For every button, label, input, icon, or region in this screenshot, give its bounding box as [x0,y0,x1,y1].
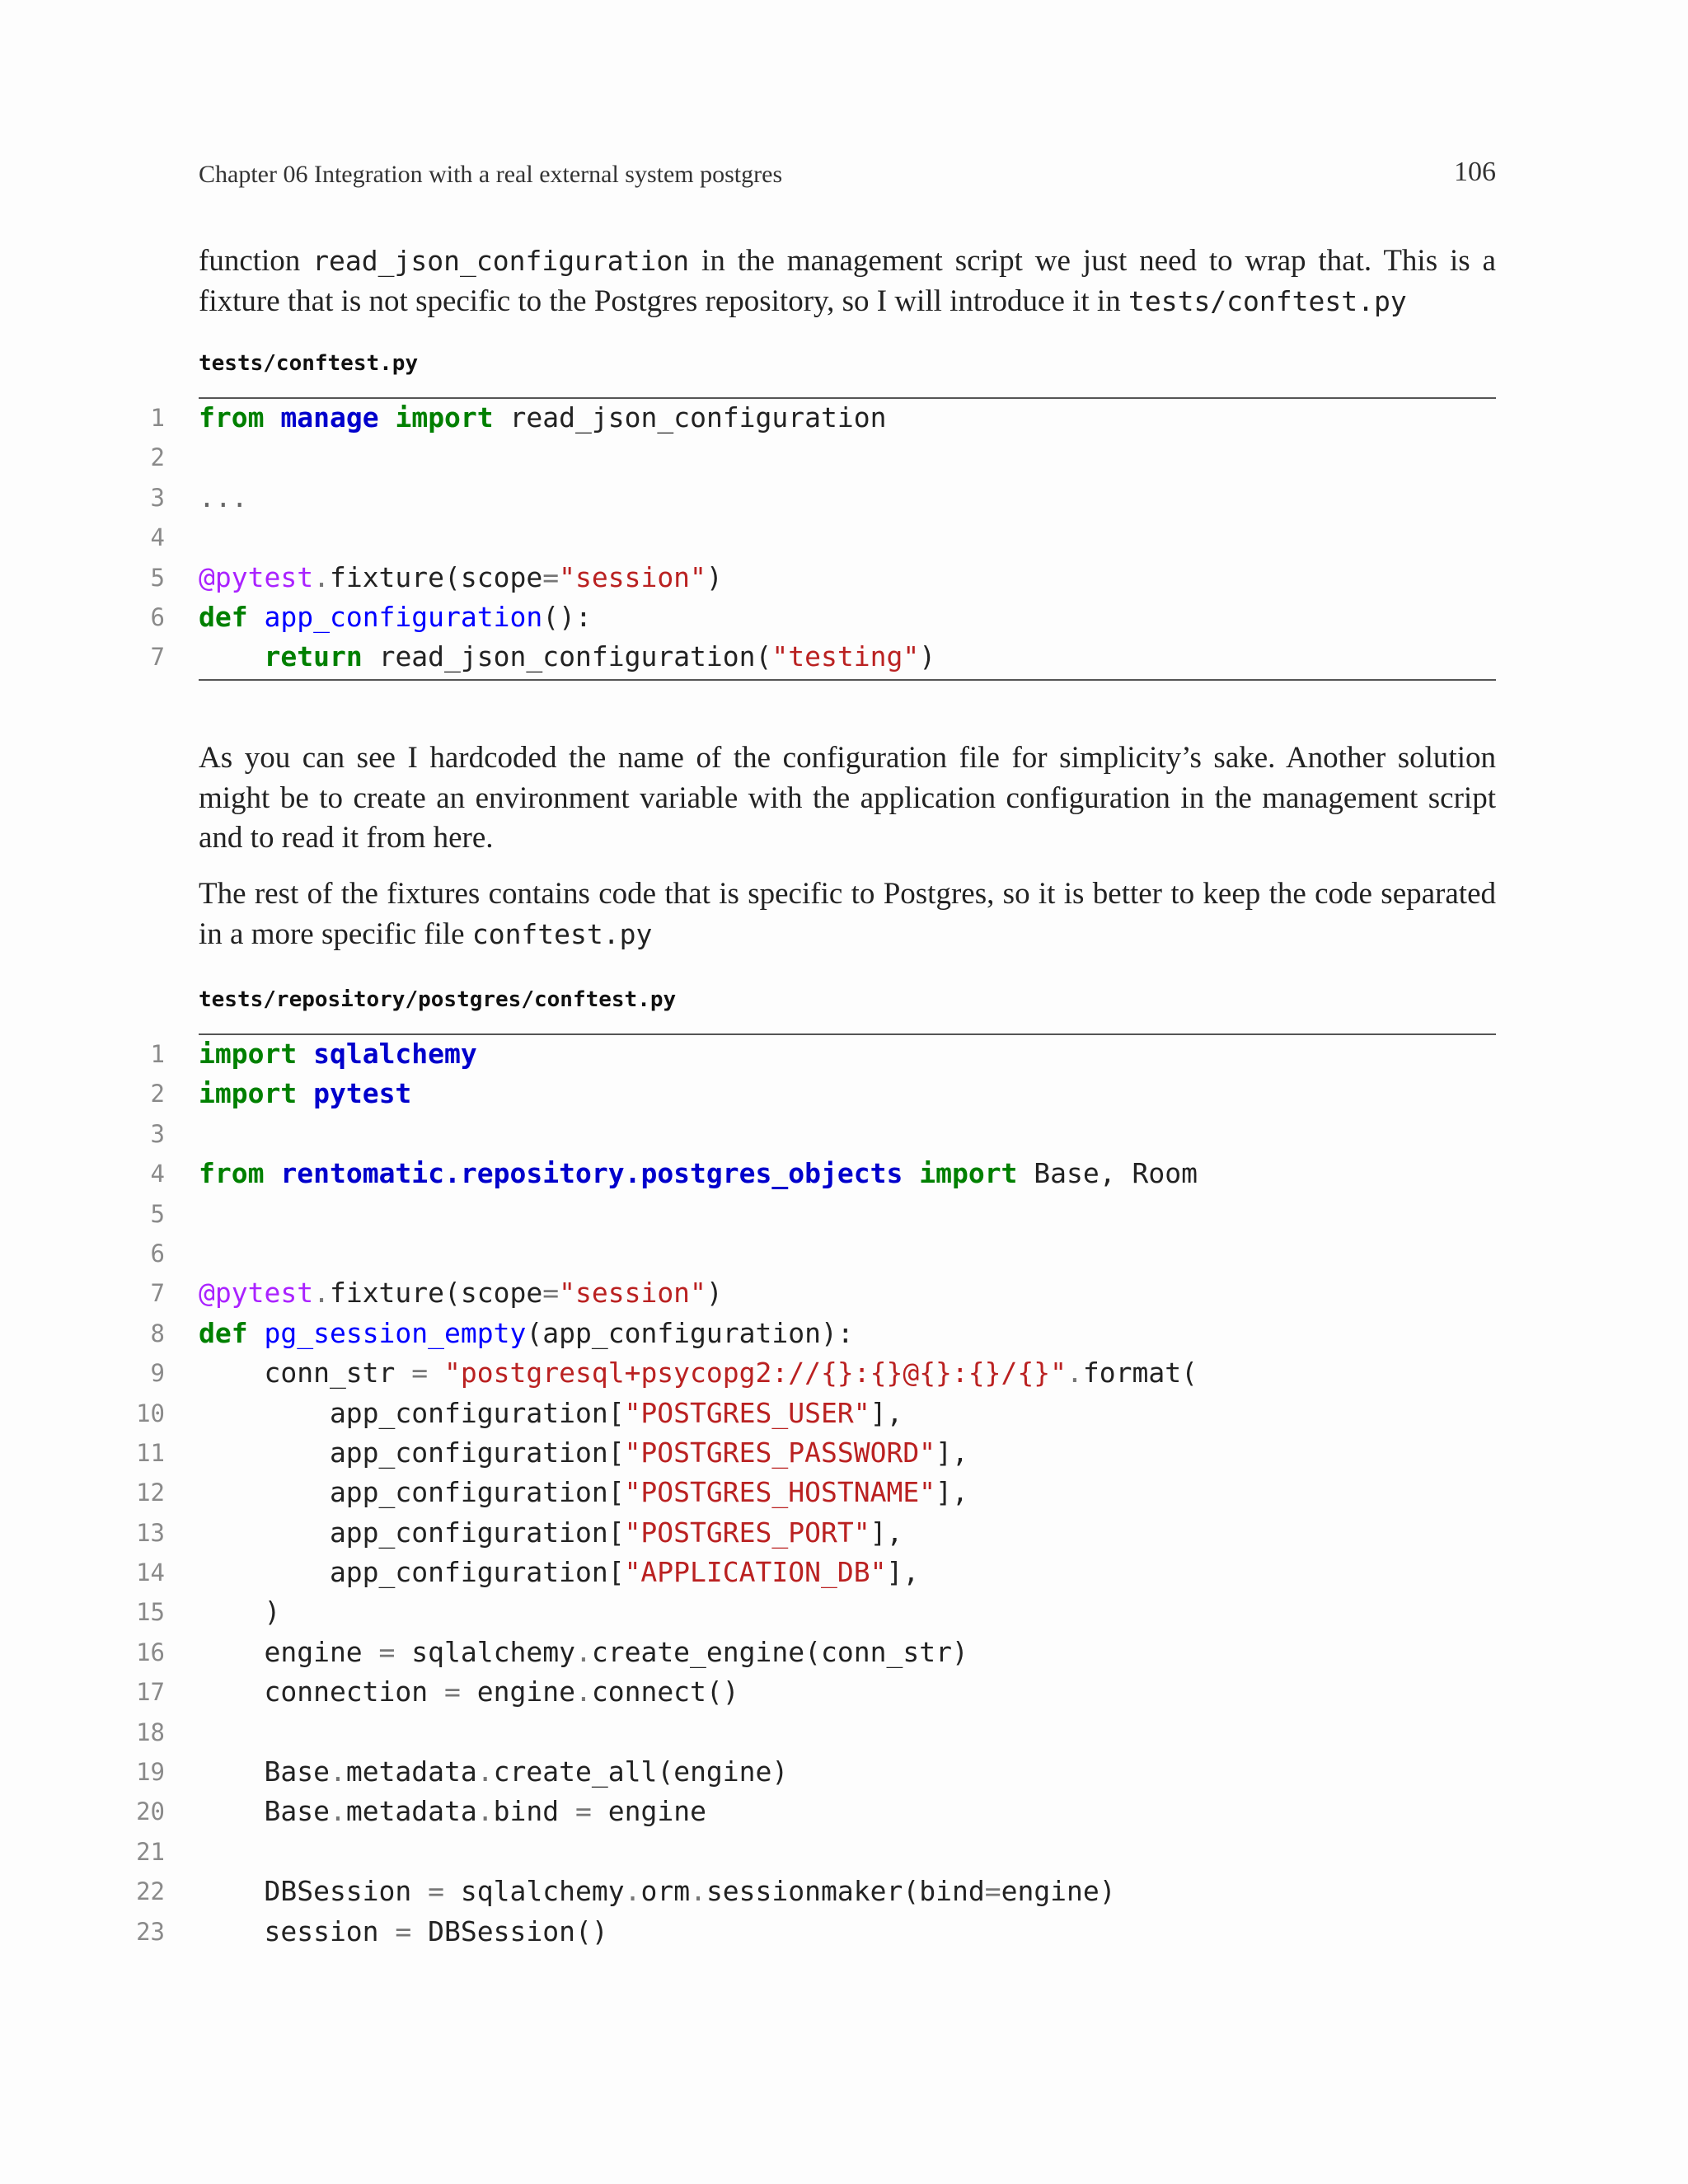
code-token: format( [1082,1357,1198,1390]
code-token: ], [870,1516,903,1549]
code-token [297,1077,313,1109]
code-token: = [428,1875,445,1908]
code-token [248,601,265,633]
code-line [0,1114,1688,1154]
code-line [0,1154,1688,1193]
code-line [0,1832,1688,1872]
code-token: . [574,1675,592,1708]
code-token: app_configuration[ [199,1556,625,1589]
code-token: . [329,1795,346,1828]
paragraph-text: The rest of the fixtures contains code that is specific to Postgres, so it is better to keep the code separated in a more specific file [199,877,1496,951]
code-token: ], [935,1436,968,1469]
code-token: ) [919,640,936,673]
code-token: Base [199,1755,330,1788]
line-number: 12 [136,1479,165,1507]
line-number: 14 [136,1558,165,1587]
line-number: 5 [150,563,165,592]
code-token: . [690,1875,706,1908]
code-token: DBSession [199,1875,429,1908]
code-text [199,1154,1198,1193]
code-token: "postgresql+psycopg2://{}:{}@{}:{}/{}" [444,1357,1067,1390]
code-text [199,1433,968,1473]
code-line [0,1912,1688,1952]
code-line [0,1034,1688,1074]
code-text [199,637,935,677]
code-token: = [575,1795,592,1828]
code-text [199,1672,739,1712]
line-number: 9 [150,1359,165,1388]
code-line [0,1353,1688,1393]
code-token: app_configuration[ [199,1476,625,1509]
code-line [0,1752,1688,1792]
running-header-title: Chapter 06 Integration with a real external system postgres [199,161,783,188]
code-token: = [378,1635,396,1668]
code-token: read_json_configuration [493,401,887,434]
code-text [199,1314,854,1353]
code-token: . [313,560,330,593]
paragraph-postgres-fixtures [199,874,1496,954]
code-listing [0,1034,1688,1952]
line-number: 7 [150,643,165,672]
code-token: . [329,1755,346,1788]
line-number: 3 [150,1119,165,1148]
code-token: = [395,1915,412,1947]
code-listing [0,398,1688,677]
code-token [248,1317,265,1349]
paragraph-text: function [199,244,313,278]
code-token: sqlalchemy [395,1635,575,1668]
code-token: connect() [591,1675,739,1708]
code-token: orm [640,1875,691,1908]
code-line [0,438,1688,477]
line-number: 5 [150,1199,165,1228]
code-line [0,398,1688,438]
paragraph-text: in the management script we just need to wrap that. This is a fixture that is not specific to the Postgres repository, so I will introduce it in [199,244,1496,318]
code-line [0,598,1688,637]
code-line [0,1273,1688,1313]
code-token: "POSTGRES_HOSTNAME" [624,1476,936,1509]
code-token: manage [280,401,379,434]
code-token: = [444,1675,461,1708]
line-number: 20 [136,1797,165,1826]
code-line [0,1074,1688,1113]
code-token: fixture(scope [329,560,543,593]
code-token: pytest [313,1077,412,1110]
code-token: sqlalchemy [444,1875,625,1908]
line-number: 7 [150,1279,165,1308]
code-token: session [199,1915,396,1947]
code-line [0,1672,1688,1712]
code-line [0,1872,1688,1911]
line-number: 2 [150,1080,165,1108]
line-number: 1 [150,1040,165,1068]
code-line [0,1553,1688,1592]
inline-code: read_json_configuration [312,245,690,277]
code-token: return [264,640,363,673]
code-text [199,1513,903,1553]
code-token: from [199,401,265,434]
code-text [199,1074,411,1113]
code-token: ) [706,560,723,593]
code-line [0,478,1688,518]
code-text [199,598,592,637]
code-token: @pytest [199,560,314,593]
code-token: metadata [345,1795,477,1828]
code-line [0,1234,1688,1273]
code-token: @pytest [199,1277,314,1310]
code-token: DBSession() [411,1915,608,1947]
code-token: "POSTGRES_PORT" [624,1516,870,1549]
code-line [0,1394,1688,1433]
code-token: from [199,1157,265,1190]
code-token: import [395,401,494,434]
code-token [264,1157,280,1189]
code-token: ], [886,1556,920,1589]
code-text [199,1353,1198,1393]
line-number: 17 [136,1678,165,1707]
code-text [199,1592,280,1632]
code-token: sqlalchemy [313,1038,477,1070]
code-text [199,1473,968,1512]
code-token: engine) [1001,1875,1116,1908]
code-text [199,398,887,438]
code-token: "POSTGRES_USER" [624,1396,870,1429]
code-token: ) [706,1277,723,1310]
code-text [199,1553,919,1592]
code-token: ... [199,480,248,513]
line-number: 6 [150,1239,165,1268]
line-number: 2 [150,443,165,472]
code-token: read_json_configuration( [362,640,772,673]
line-number: 4 [150,523,165,552]
code-line [0,558,1688,598]
code-token: app_configuration[ [199,1396,625,1429]
line-number: 21 [136,1837,165,1866]
code-token: . [1067,1357,1083,1390]
code-token: "POSTGRES_PASSWORD" [624,1436,936,1469]
code-token: = [542,1277,560,1310]
code-token: (): [542,600,592,633]
code-line [0,1792,1688,1831]
code-token: app_configuration[ [199,1516,625,1549]
code-token: def [199,1316,248,1349]
line-number: 4 [150,1160,165,1188]
line-number: 10 [136,1399,165,1427]
code-token: rentomatic.repository.postgres_objects [280,1157,903,1190]
code-token [379,401,396,434]
code-token: import [919,1157,1018,1190]
inline-code: tests/conftest.py [1128,284,1407,317]
listing-bottom-rule [199,679,1496,681]
code-line [0,1194,1688,1234]
code-token: (app_configuration): [526,1316,854,1349]
code-text [199,1792,706,1831]
code-text [199,558,723,598]
code-token: engine [591,1795,706,1828]
code-line [0,1433,1688,1473]
code-line [0,518,1688,557]
code-token: import [199,1038,298,1070]
line-number: 8 [150,1319,165,1347]
code-token: . [624,1875,641,1908]
code-token: "APPLICATION_DB" [624,1556,887,1589]
code-token: = [984,1875,1001,1908]
code-line [0,1713,1688,1752]
line-number: 13 [136,1518,165,1547]
line-number: 6 [150,602,165,631]
code-token: = [542,560,560,593]
code-text [199,478,248,518]
code-text [199,1394,903,1433]
code-token: engine [199,1635,379,1668]
paragraph-hardcoded-config [199,738,1496,859]
code-token: pg_session_empty [264,1316,527,1349]
code-token: . [313,1277,330,1310]
code-text [199,1633,968,1672]
code-text [199,1872,1116,1911]
listing-caption: tests/repository/postgres/conftest.py [199,987,677,1012]
code-line [0,1473,1688,1512]
code-token: create_all(engine) [493,1755,789,1788]
code-token: app_configuration [264,600,543,633]
code-token [297,1038,313,1070]
code-token: conn_str [199,1357,412,1390]
code-token: . [476,1795,494,1828]
code-token: import [199,1077,298,1110]
code-token: def [199,600,248,633]
line-number: 23 [136,1917,165,1946]
code-line [0,1513,1688,1553]
line-number: 16 [136,1638,165,1666]
line-number: 1 [150,404,165,432]
code-token: . [574,1635,592,1668]
code-token: "session" [559,1277,706,1310]
code-token: = [411,1357,429,1390]
code-token: "session" [559,560,706,593]
code-token: engine [460,1675,575,1708]
code-text [199,1752,788,1792]
code-token: ], [935,1476,968,1509]
code-token [199,640,264,673]
code-token: "testing" [771,640,920,673]
code-text [199,1034,477,1074]
paragraph-text: As you can see I hardcoded the name of the configuration file for simplicity’s sake. Another solution might be to create an environment variable with the application configuration in the management script and to read it from here. [199,741,1496,855]
code-text [199,1273,723,1313]
line-number: 22 [136,1877,165,1906]
code-token: bind [493,1795,575,1828]
line-number: 11 [136,1438,165,1467]
code-token: fixture(scope [329,1277,543,1310]
code-token: Base [199,1795,330,1828]
code-token: ], [870,1396,903,1429]
code-line [0,637,1688,677]
code-token: connection [199,1675,445,1708]
code-token [903,1157,919,1189]
code-token: metadata [345,1755,477,1788]
code-token [428,1357,444,1389]
code-line [0,1592,1688,1632]
page-number: 106 [1454,157,1496,187]
code-token: sessionmaker(bind [706,1875,985,1908]
code-token: Base, Room [1017,1157,1198,1190]
line-number: 15 [136,1598,165,1627]
code-line [0,1314,1688,1353]
code-line [0,1633,1688,1672]
code-token [264,401,280,434]
paragraph-intro [199,241,1496,321]
line-number: 18 [136,1718,165,1746]
line-number: 3 [150,483,165,512]
code-token: create_engine(conn_str) [591,1635,968,1668]
code-token: ) [199,1596,281,1629]
line-number: 19 [136,1758,165,1787]
listing-caption: tests/conftest.py [199,351,419,376]
code-token: . [476,1755,494,1788]
inline-code: conftest.py [471,917,653,950]
code-token: app_configuration[ [199,1436,625,1469]
code-text [199,1912,608,1952]
